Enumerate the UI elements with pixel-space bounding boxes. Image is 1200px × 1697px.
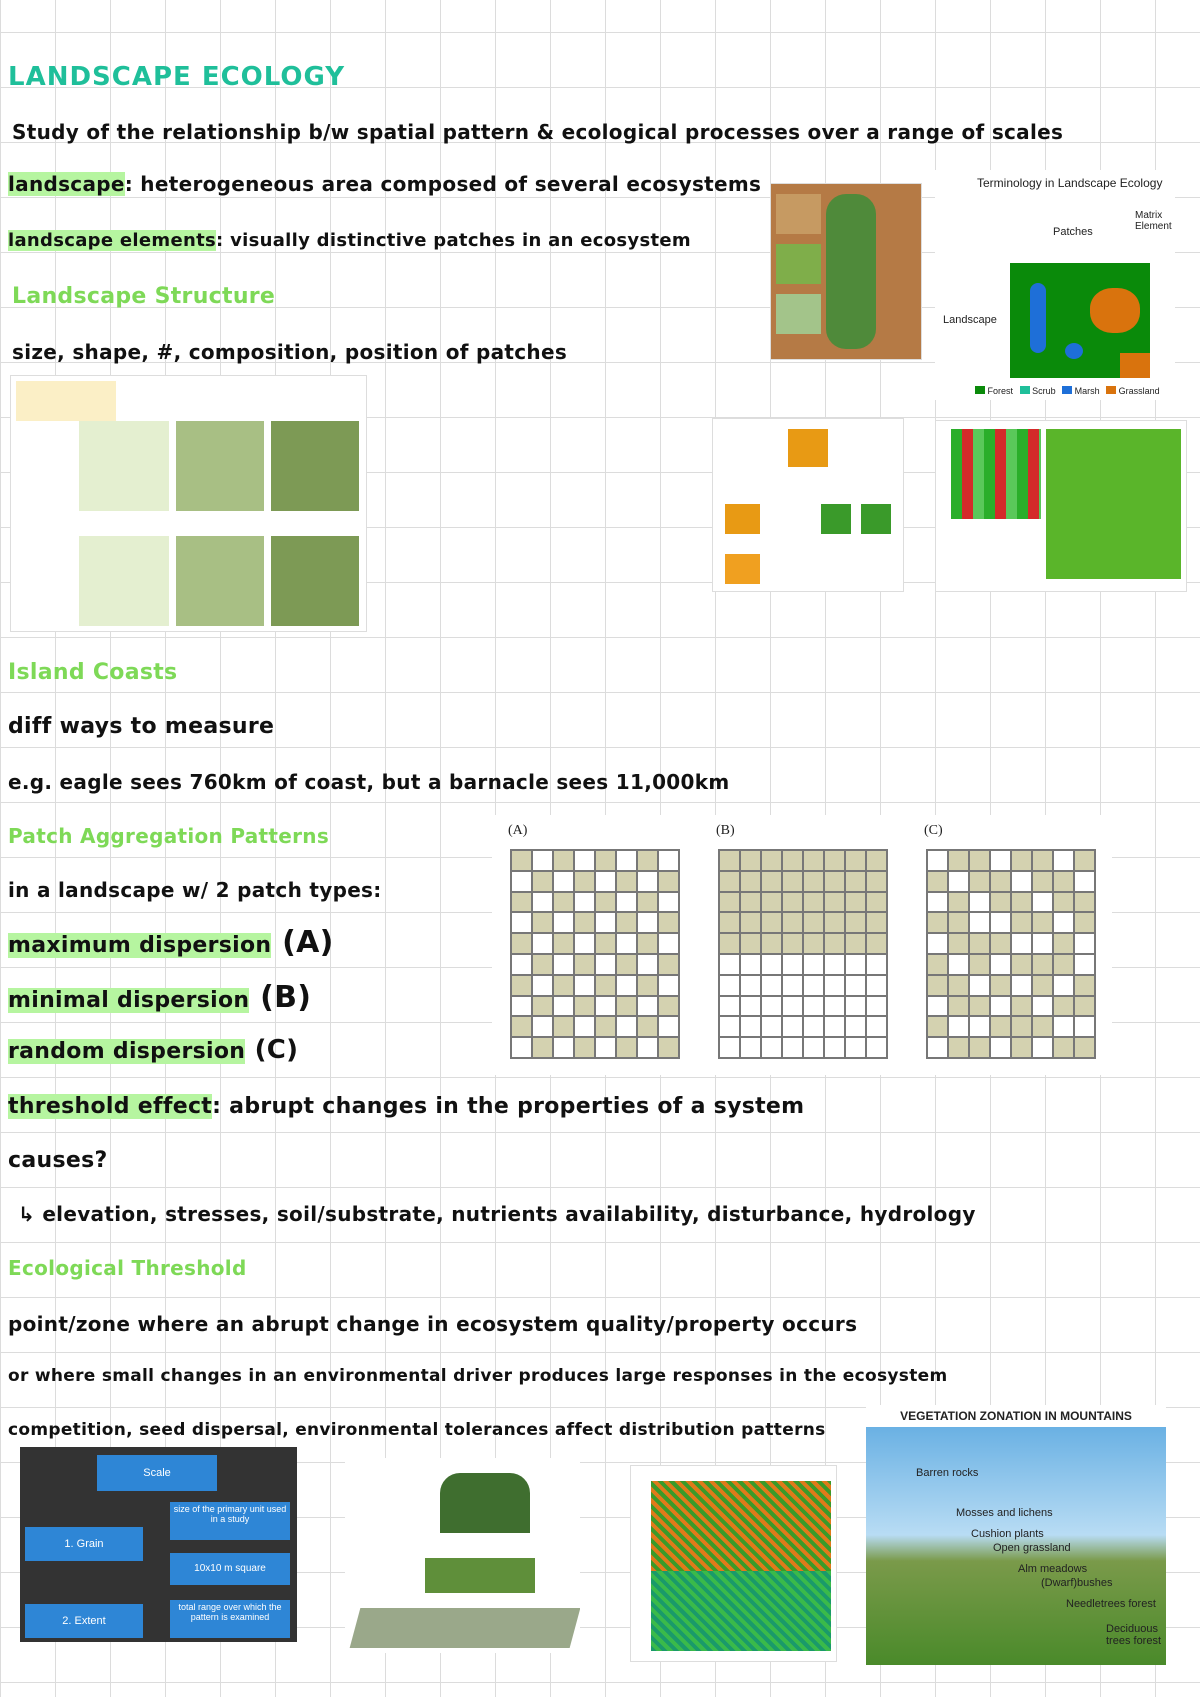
grid-cell [1032,1016,1053,1037]
grid-cell [803,975,824,996]
grid-cell [658,933,679,954]
grid-cell [511,954,532,975]
grid-cell [740,954,761,975]
grid-cell [845,996,866,1017]
max-dispersion: maximum dispersion (A) [8,925,334,960]
configuration-figure [712,418,904,592]
grid-cell [1032,933,1053,954]
grid-cell [803,1016,824,1037]
grid-cell [845,850,866,871]
grid-cell [511,1016,532,1037]
grid-cell [595,996,616,1017]
grid-cell [969,1037,990,1058]
grid-cell [969,933,990,954]
dispersion-figure [492,815,1112,1075]
eco-line-1: point/zone where an abrupt change in ecosystem quality/property occurs [8,1312,858,1336]
grid-cell [948,1016,969,1037]
grid-cell [595,892,616,913]
grid-cell [824,892,845,913]
grid-cell [969,1016,990,1037]
grid-cell [824,850,845,871]
grid-cell [866,954,887,975]
grid-cell [616,954,637,975]
grid-cell [658,1016,679,1037]
grid-cell [824,975,845,996]
grid-cell [511,850,532,871]
grid-cell [1011,850,1032,871]
grid-cell [866,933,887,954]
grid-cell [990,1016,1011,1037]
grid-cell [719,996,740,1017]
grid-cell [1011,892,1032,913]
grid-cell [574,850,595,871]
grid-cell [1011,1037,1032,1058]
grid-cell [637,933,658,954]
grid-cell [719,850,740,871]
grid-cell [595,912,616,933]
grid-cell [1011,954,1032,975]
grid-cell [990,892,1011,913]
grid-cell [616,996,637,1017]
grid-cell [511,1037,532,1058]
grid-cell [1053,996,1074,1017]
grid-cell [1053,933,1074,954]
grid-cell [511,912,532,933]
matrix-label: Matrix Element [1135,210,1172,232]
grid-cell [969,975,990,996]
raster-map-figure [935,420,1187,592]
grid-cell [658,871,679,892]
grid-cell [616,850,637,871]
min-dispersion: minimal dispersion (B) [8,980,312,1015]
label-c: (C) [924,823,943,838]
eco-heading: Ecological Threshold [8,1256,247,1280]
grid-cell [616,1016,637,1037]
causes-list: ↳ elevation, stresses, soil/substrate, nutrients availability, disturbance, hydrology [18,1202,976,1226]
grid-cell [1053,892,1074,913]
grid-cell [1074,1037,1095,1058]
grid-cell [532,850,553,871]
grid-cell [803,871,824,892]
grid-cell [658,850,679,871]
grid-cell [782,975,803,996]
grid-cell [948,933,969,954]
grid-cell [616,1037,637,1058]
grid-cell [782,892,803,913]
grid-b [718,849,888,1059]
grid-a [510,849,680,1059]
grid-cell [637,912,658,933]
grid-cell [553,912,574,933]
zonation-figure: VEGETATION ZONATION IN MOUNTAINS Barren rocks Mosses and lichens Cushion plants Open grassland Alm meadows (Dwarf)bushes Needletrees forest Deciduous trees forest [866,1405,1166,1665]
grid-cell [990,996,1011,1017]
grid-cell [595,850,616,871]
grid-cell [761,912,782,933]
grid-cell [1032,912,1053,933]
grid-cell [1032,975,1053,996]
grid-cell [740,871,761,892]
grid-cell [616,892,637,913]
grid-cell [637,954,658,975]
grid-cell [553,892,574,913]
grid-cell [1011,975,1032,996]
grid-cell [1011,871,1032,892]
grid-cell [1011,996,1032,1017]
grid-cell [532,871,553,892]
grid-cell [824,933,845,954]
grid-cell [574,954,595,975]
grid-cell [511,975,532,996]
grid-cell [595,1037,616,1058]
patches-label: Patches [1053,226,1093,238]
grid-cell [553,933,574,954]
grid-cell [761,871,782,892]
grid-cell [595,933,616,954]
grid-cell [740,996,761,1017]
grid-cell [845,975,866,996]
grid-cell [532,954,553,975]
island-line-1: diff ways to measure [8,714,275,739]
terminology-figure [935,170,1175,400]
grid-cell [1074,954,1095,975]
grid-cell [845,892,866,913]
grid-cell [637,1037,658,1058]
scale-box: Scale [97,1455,217,1491]
grid-cell [511,871,532,892]
label-b: (B) [716,823,735,838]
grid-cell [866,871,887,892]
grid-cell [553,1016,574,1037]
grid-cell [1053,1037,1074,1058]
grid-c [926,849,1096,1059]
grid-cell [990,850,1011,871]
grid-cell [866,892,887,913]
grid-cell [1074,850,1095,871]
grid-cell [990,954,1011,975]
grid-cell [511,933,532,954]
grid-cell [866,996,887,1017]
grid-cell [803,892,824,913]
grid-cell [927,933,948,954]
grid-cell [969,954,990,975]
grid-cell [1032,871,1053,892]
grid-cell [553,1037,574,1058]
grid-cell [658,996,679,1017]
grid-cell [553,954,574,975]
grid-cell [948,850,969,871]
grid-cell [1053,975,1074,996]
grid-cell [719,975,740,996]
grid-cell [948,892,969,913]
grid-cell [1053,954,1074,975]
landscape-definition [8,172,761,196]
grid-cell [927,912,948,933]
grain-example-box: 10x10 m square [170,1553,290,1585]
grain-desc-box: size of the primary unit used in a study [170,1502,290,1540]
grid-cell [866,975,887,996]
grid-cell [658,1037,679,1058]
grid-cell [1074,1016,1095,1037]
grid-cell [740,892,761,913]
grid-cell [761,975,782,996]
grid-cell [866,1016,887,1037]
grid-cell [595,975,616,996]
grid-cell [511,996,532,1017]
grid-cell [740,850,761,871]
landscape-def: : heterogeneous area composed of several ecosystems [124,172,762,196]
random-dispersion: random dispersion (C) [8,1035,299,1065]
grid-cell [990,912,1011,933]
grid-cell [595,1016,616,1037]
patch-heading: Patch Aggregation Patterns [8,824,330,848]
grid-cell [553,996,574,1017]
grid-cell [574,933,595,954]
grid-cell [969,912,990,933]
landscape-label: Landscape [943,314,997,326]
landscape-diagram [1010,263,1150,378]
grid-cell [927,850,948,871]
elements-term: landscape elements [8,230,216,251]
grid-cell [824,996,845,1017]
grid-cell [782,996,803,1017]
grid-cell [532,912,553,933]
grid-cell [1074,871,1095,892]
terminology-legend: Forest Scrub Marsh Grassland [975,386,1160,396]
grid-cell [616,933,637,954]
grid-cell [803,912,824,933]
structure-text: size, shape, #, composition, position of patches [12,340,568,364]
grid-cell [1011,933,1032,954]
grid-cell [658,954,679,975]
grid-cell [845,933,866,954]
grid-cell [782,933,803,954]
grid-cell [782,1037,803,1058]
grid-cell [761,1016,782,1037]
island-line-2: e.g. eagle sees 760km of coast, but a barnacle sees 11,000km [8,770,730,794]
grid-cell [866,850,887,871]
grid-cell [719,1016,740,1037]
grid-cell [658,912,679,933]
grid-cell [1011,1016,1032,1037]
grid-cell [845,912,866,933]
grid-cell [532,933,553,954]
grid-cell [637,1016,658,1037]
patch-line-1: in a landscape w/ 2 patch types: [8,878,382,902]
grid-cell [658,975,679,996]
landscape-map-image [770,183,922,360]
grid-cell [990,871,1011,892]
elements-def: : visually distinctive patches in an ecosystem [216,230,691,251]
grid-cell [948,871,969,892]
grid-cell [1074,975,1095,996]
grid-cell [616,975,637,996]
grid-cell [824,1037,845,1058]
grid-cell [927,892,948,913]
label-a: (A) [508,823,528,838]
grid-cell [927,1016,948,1037]
grid-cell [782,1016,803,1037]
grid-cell [574,996,595,1017]
page-title: LANDSCAPE ECOLOGY [8,62,346,92]
grid-cell [511,892,532,913]
grid-cell [990,975,1011,996]
grid-cell [532,975,553,996]
zonation-title: VEGETATION ZONATION IN MOUNTAINS [866,1405,1166,1427]
grid-cell [803,933,824,954]
extent-box: 2. Extent [25,1604,143,1638]
grid-cell [803,850,824,871]
grid-cell [532,892,553,913]
grid-cell [637,892,658,913]
grid-cell [719,933,740,954]
threshold-definition: threshold effect: abrupt changes in the properties of a system [8,1094,805,1119]
grid-cell [1032,954,1053,975]
patch-pattern-figure [10,375,367,632]
grid-cell [637,850,658,871]
grid-cell [927,1037,948,1058]
grid-cell [1011,912,1032,933]
extent-desc-box: total range over which the pattern is examined [170,1600,290,1638]
eco-line-3: competition, seed dispersal, environmental tolerances affect distribution patterns [8,1420,826,1440]
grid-cell [948,912,969,933]
grid-cell [803,1037,824,1058]
grid-cell [1053,912,1074,933]
grid-cell [532,996,553,1017]
grid-cell [616,912,637,933]
grid-cell [824,954,845,975]
grid-cell [574,975,595,996]
grid-cell [658,892,679,913]
grid-cell [1032,850,1053,871]
grid-cell [1074,933,1095,954]
grid-cell [1053,850,1074,871]
grid-cell [927,954,948,975]
grid-cell [927,975,948,996]
terminology-title: Terminology in Landscape Ecology [977,176,1163,190]
grid-cell [719,1037,740,1058]
grid-cell [761,954,782,975]
grid-cell [740,1037,761,1058]
grid-cell [637,975,658,996]
grid-cell [532,1016,553,1037]
landscape-term: landscape [8,172,125,196]
grid-cell [782,954,803,975]
grid-cell [845,1016,866,1037]
grid-cell [616,871,637,892]
elements-definition [8,230,691,251]
grid-cell [761,1037,782,1058]
grid-cell [866,912,887,933]
grid-cell [1074,912,1095,933]
grid-cell [740,1016,761,1037]
seed-dispersal-figure [630,1465,837,1662]
grid-cell [740,912,761,933]
grid-cell [969,871,990,892]
grid-cell [824,1016,845,1037]
grid-cell [990,1037,1011,1058]
eco-line-2: or where small changes in an environmental driver produces large responses in the ecosystem [8,1366,948,1386]
grid-cell [1032,996,1053,1017]
grid-cell [845,954,866,975]
grid-cell [761,850,782,871]
grid-cell [927,871,948,892]
grid-cell [1053,871,1074,892]
grid-cell [719,871,740,892]
grid-cell [761,933,782,954]
grid-cell [948,1037,969,1058]
grid-cell [990,933,1011,954]
grid-cell [761,892,782,913]
grid-cell [1032,892,1053,913]
grid-cell [637,996,658,1017]
causes-line: causes? [8,1148,108,1173]
grid-cell [969,996,990,1017]
grid-cell [927,996,948,1017]
grid-cell [740,975,761,996]
grid-cell [595,954,616,975]
grid-cell [948,954,969,975]
grid-cell [969,850,990,871]
grid-cell [740,933,761,954]
grain-box: 1. Grain [25,1527,143,1561]
grid-cell [1074,996,1095,1017]
grid-cell [719,954,740,975]
grid-cell [553,850,574,871]
grid-cell [1053,1016,1074,1037]
grid-cell [803,954,824,975]
grid-cell [574,1037,595,1058]
grid-cell [532,1037,553,1058]
grid-cell [574,871,595,892]
grid-cell [866,1037,887,1058]
definition-text: Study of the relationship b/w spatial pattern & ecological processes over a range of scales [12,120,1064,144]
grid-cell [782,871,803,892]
scale-diagram [20,1447,297,1642]
grid-cell [1074,892,1095,913]
grid-cell [845,1037,866,1058]
grid-cell [845,871,866,892]
grid-cell [719,892,740,913]
grid-cell [948,975,969,996]
grid-cell [1032,1037,1053,1058]
grid-cell [824,871,845,892]
grid-cell [761,996,782,1017]
grid-cell [824,912,845,933]
grid-cell [553,975,574,996]
grid-cell [782,912,803,933]
grid-cell [803,996,824,1017]
grid-cell [595,871,616,892]
grid-cell [969,892,990,913]
grid-cell [637,871,658,892]
grid-cell [553,871,574,892]
grid-cell [574,892,595,913]
island-heading: Island Coasts [8,660,178,685]
grid-cell [574,1016,595,1037]
forest-scale-figure [345,1458,580,1653]
structure-heading: Landscape Structure [12,284,276,309]
grid-cell [948,996,969,1017]
grid-cell [574,912,595,933]
grid-cell [719,912,740,933]
grid-cell [782,850,803,871]
